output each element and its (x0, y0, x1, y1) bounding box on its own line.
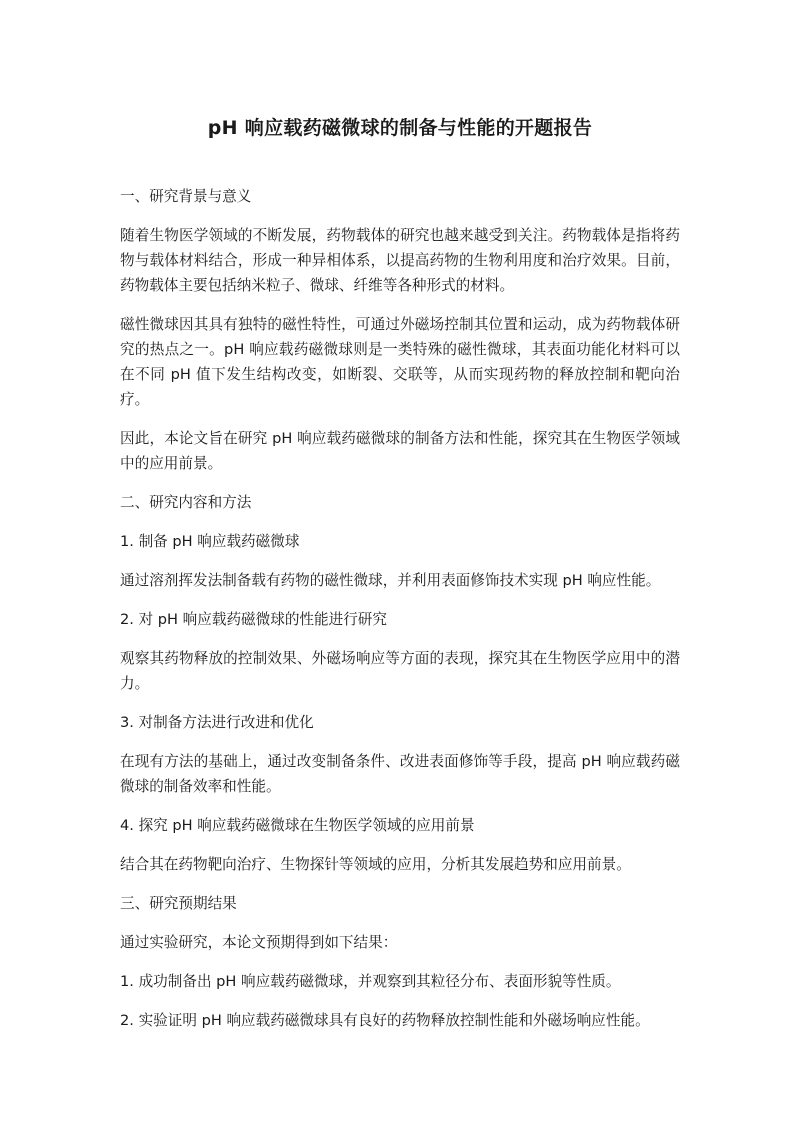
section-heading-expected-results: 三、研究预期结果 (120, 895, 237, 912)
body-paragraph: 观察其药物释放的控制效果、外磁场响应等方面的表现，探究其在生物医学应用中的潜力。 (120, 650, 680, 692)
section-heading-background: 一、研究背景与意义 (120, 188, 252, 205)
numbered-item-heading: 2. 对 pH 响应载药磁微球的性能进行研究 (120, 611, 387, 628)
numbered-item-heading: 4. 探究 pH 响应载药磁微球在生物医学领域的应用前景 (120, 817, 475, 834)
body-paragraph: 结合其在药物靶向治疗、生物探针等领域的应用，分析其发展趋势和应用前景。 (120, 856, 631, 873)
document-title: pH 响应载药磁微球的制备与性能的开题报告 (207, 117, 593, 139)
numbered-item-heading: 1. 制备 pH 响应载药磁微球 (120, 533, 300, 550)
numbered-result-item: 2. 实验证明 pH 响应载药磁微球具有良好的药物释放控制性能和外磁场响应性能。 (120, 1012, 650, 1029)
body-paragraph: 磁性微球因其具有独特的磁性特性，可通过外磁场控制其位置和运动，成为药物载体研究的热点之一。pH 响应载药磁微球则是一类特殊的磁性微球，其表面功能化材料可以在不同 pH 值下发生结构改变，如断裂、交联等，从而实现药物的释放控制和靶向治疗。 (120, 316, 680, 408)
body-paragraph: 在现有方法的基础上，通过改变制备条件、改进表面修饰等手段，提高 pH 响应载药磁微球的制备效率和性能。 (120, 753, 680, 795)
body-paragraph: 因此，本论文旨在研究 pH 响应载药磁微球的制备方法和性能，探究其在生物医学领域中的应用前景。 (120, 430, 680, 472)
section-heading-content-methods: 二、研究内容和方法 (120, 494, 252, 511)
body-paragraph: 随着生物医学领域的不断发展，药物载体的研究也越来越受到关注。药物载体是指将药物与载体材料结合，形成一种异相体系，以提高药物的生物利用度和治疗效果。目前，药物载体主要包括纳米粒子、微球、纤维等各种形式的材料。 (120, 227, 680, 294)
numbered-item-heading: 3. 对制备方法进行改进和优化 (120, 714, 314, 731)
body-paragraph: 通过实验研究，本论文预期得到如下结果： (120, 934, 398, 951)
body-paragraph: 通过溶剂挥发法制备载有药物的磁性微球，并利用表面修饰技术实现 pH 响应性能。 (120, 572, 661, 589)
numbered-result-item: 1. 成功制备出 pH 响应载药磁微球，并观察到其粒径分布、表面形貌等性质。 (120, 973, 621, 990)
